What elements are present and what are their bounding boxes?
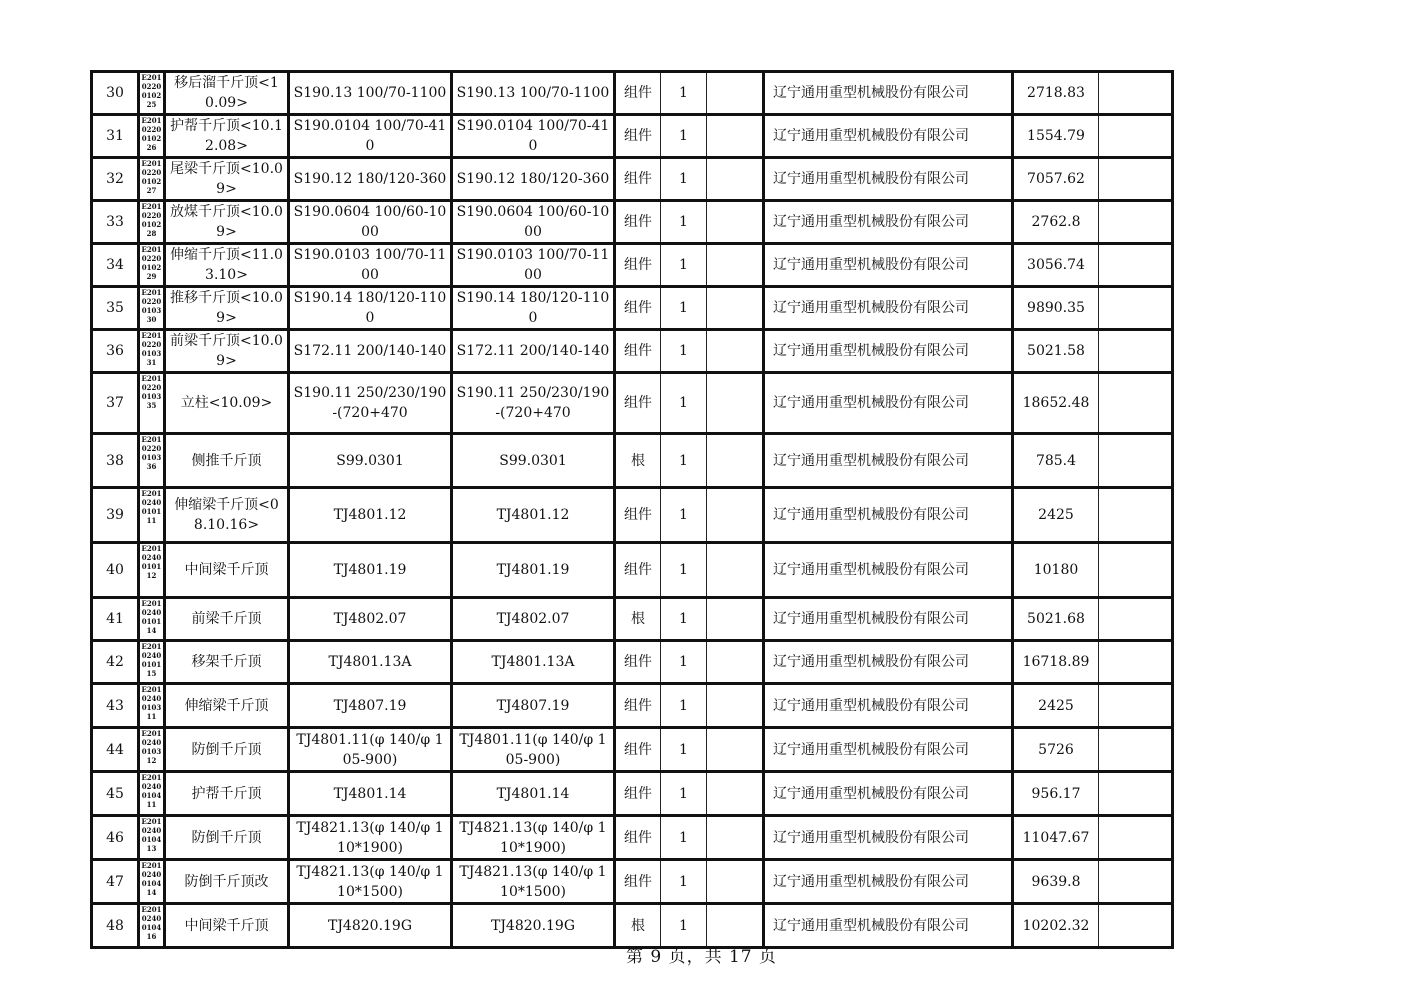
material-code-cell: E2010240010411 xyxy=(139,772,165,816)
row-number-cell: 34 xyxy=(92,244,139,287)
manufacturer-cell: 辽宁通用重型机械股份有限公司 xyxy=(764,434,1013,488)
part-name-cell: 推移千斤顶<10.09> xyxy=(165,287,289,330)
unit-price-cell: 5021.58 xyxy=(1013,330,1099,373)
table-row xyxy=(92,373,1173,434)
quantity-cell: 1 xyxy=(661,543,707,598)
row-number-cell: 48 xyxy=(92,904,139,948)
drawing-number-cell: TJ4801.13A xyxy=(452,641,615,684)
remark-cell xyxy=(1099,684,1173,728)
spec-model-cell: TJ4821.13(φ 140/φ 110*1900) xyxy=(289,816,452,860)
part-name-cell: 中间梁千斤顶 xyxy=(165,543,289,598)
material-code-cell: E2010220010331 xyxy=(139,330,165,373)
material-code-cell: E2010240010115 xyxy=(139,641,165,684)
quantity-cell: 1 xyxy=(661,904,707,948)
manufacturer-cell: 辽宁通用重型机械股份有限公司 xyxy=(764,201,1013,244)
remark-cell xyxy=(1099,543,1173,598)
material-code-cell: E2010240010312 xyxy=(139,728,165,772)
part-name-cell: 放煤千斤顶<10.09> xyxy=(165,201,289,244)
part-name-cell: 移后溜千斤顶<10.09> xyxy=(165,72,289,115)
drawing-number-cell: S190.0604 100/60-1000 xyxy=(452,201,615,244)
unit-price-cell: 3056.74 xyxy=(1013,244,1099,287)
spec-model-cell: TJ4820.19G xyxy=(289,904,452,948)
unit-price-cell: 5021.68 xyxy=(1013,598,1099,641)
row-number-cell: 44 xyxy=(92,728,139,772)
unit-cell: 组件 xyxy=(615,330,661,373)
row-number-cell: 46 xyxy=(92,816,139,860)
row-number-cell: 32 xyxy=(92,158,139,201)
unit-cell: 组件 xyxy=(615,543,661,598)
empty-cell-cell xyxy=(707,598,764,641)
row-number-cell: 35 xyxy=(92,287,139,330)
unit-cell: 组件 xyxy=(615,115,661,158)
manufacturer-cell: 辽宁通用重型机械股份有限公司 xyxy=(764,488,1013,543)
table-row xyxy=(92,728,1173,772)
unit-price-cell: 2425 xyxy=(1013,684,1099,728)
manufacturer-cell: 辽宁通用重型机械股份有限公司 xyxy=(764,244,1013,287)
spec-model-cell: TJ4801.14 xyxy=(289,772,452,816)
part-name-cell: 防倒千斤顶 xyxy=(165,816,289,860)
quantity-cell: 1 xyxy=(661,244,707,287)
unit-price-cell: 2718.83 xyxy=(1013,72,1099,115)
drawing-number-cell: S190.14 180/120-1100 xyxy=(452,287,615,330)
unit-cell: 组件 xyxy=(615,244,661,287)
spec-model-cell: TJ4801.13A xyxy=(289,641,452,684)
unit-price-cell: 2425 xyxy=(1013,488,1099,543)
manufacturer-cell: 辽宁通用重型机械股份有限公司 xyxy=(764,115,1013,158)
unit-cell: 根 xyxy=(615,904,661,948)
manufacturer-cell: 辽宁通用重型机械股份有限公司 xyxy=(764,543,1013,598)
quantity-cell: 1 xyxy=(661,728,707,772)
spec-model-cell: S190.0104 100/70-410 xyxy=(289,115,452,158)
spec-model-cell: TJ4807.19 xyxy=(289,684,452,728)
spec-model-cell: TJ4801.11(φ 140/φ 105-900) xyxy=(289,728,452,772)
quantity-cell: 1 xyxy=(661,598,707,641)
table-row xyxy=(92,684,1173,728)
material-code-cell: E2010220010330 xyxy=(139,287,165,330)
unit-cell: 组件 xyxy=(615,373,661,434)
row-number-cell: 33 xyxy=(92,201,139,244)
unit-cell: 组件 xyxy=(615,72,661,115)
spec-model-cell: TJ4821.13(φ 140/φ 110*1500) xyxy=(289,860,452,904)
unit-price-cell: 5726 xyxy=(1013,728,1099,772)
drawing-number-cell: S190.0103 100/70-1100 xyxy=(452,244,615,287)
remark-cell xyxy=(1099,287,1173,330)
table-row xyxy=(92,772,1173,816)
parts-table xyxy=(90,70,1174,949)
part-name-cell: 尾梁千斤顶<10.09> xyxy=(165,158,289,201)
part-name-cell: 前梁千斤顶 xyxy=(165,598,289,641)
remark-cell xyxy=(1099,860,1173,904)
material-code-cell: E2010220010335 xyxy=(139,373,165,434)
quantity-cell: 1 xyxy=(661,641,707,684)
table-row xyxy=(92,158,1173,201)
unit-cell: 根 xyxy=(615,598,661,641)
table-row xyxy=(92,330,1173,373)
manufacturer-cell: 辽宁通用重型机械股份有限公司 xyxy=(764,598,1013,641)
part-name-cell: 侧推千斤顶 xyxy=(165,434,289,488)
manufacturer-cell: 辽宁通用重型机械股份有限公司 xyxy=(764,860,1013,904)
material-code-cell: E2010240010413 xyxy=(139,816,165,860)
empty-cell-cell xyxy=(707,434,764,488)
row-number-cell: 38 xyxy=(92,434,139,488)
empty-cell-cell xyxy=(707,373,764,434)
row-number-cell: 43 xyxy=(92,684,139,728)
manufacturer-cell: 辽宁通用重型机械股份有限公司 xyxy=(764,287,1013,330)
row-number-cell: 36 xyxy=(92,330,139,373)
table-row xyxy=(92,904,1173,948)
remark-cell xyxy=(1099,330,1173,373)
table-row xyxy=(92,287,1173,330)
remark-cell xyxy=(1099,72,1173,115)
table-row xyxy=(92,543,1173,598)
unit-cell: 根 xyxy=(615,434,661,488)
drawing-number-cell: S99.0301 xyxy=(452,434,615,488)
unit-cell: 组件 xyxy=(615,860,661,904)
spec-model-cell: S190.11 250/230/190-(720+470 xyxy=(289,373,452,434)
empty-cell-cell xyxy=(707,158,764,201)
unit-cell: 组件 xyxy=(615,684,661,728)
unit-price-cell: 10180 xyxy=(1013,543,1099,598)
spec-model-cell: S190.12 180/120-360 xyxy=(289,158,452,201)
empty-cell-cell xyxy=(707,543,764,598)
table-row xyxy=(92,816,1173,860)
unit-cell: 组件 xyxy=(615,201,661,244)
material-code-cell: E2010240010112 xyxy=(139,543,165,598)
row-number-cell: 37 xyxy=(92,373,139,434)
part-name-cell: 前梁千斤顶<10.09> xyxy=(165,330,289,373)
part-name-cell: 伸缩千斤顶<11.03.10> xyxy=(165,244,289,287)
table-row xyxy=(92,488,1173,543)
quantity-cell: 1 xyxy=(661,72,707,115)
part-name-cell: 防倒千斤顶 xyxy=(165,728,289,772)
part-name-cell: 中间梁千斤顶 xyxy=(165,904,289,948)
material-code-cell: E2010220010226 xyxy=(139,115,165,158)
table-row xyxy=(92,598,1173,641)
spec-model-cell: S190.0604 100/60-1000 xyxy=(289,201,452,244)
drawing-number-cell: TJ4821.13(φ 140/φ 110*1500) xyxy=(452,860,615,904)
remark-cell xyxy=(1099,641,1173,684)
quantity-cell: 1 xyxy=(661,488,707,543)
quantity-cell: 1 xyxy=(661,772,707,816)
manufacturer-cell: 辽宁通用重型机械股份有限公司 xyxy=(764,373,1013,434)
remark-cell xyxy=(1099,115,1173,158)
quantity-cell: 1 xyxy=(661,201,707,244)
remark-cell xyxy=(1099,201,1173,244)
part-name-cell: 移架千斤顶 xyxy=(165,641,289,684)
quantity-cell: 1 xyxy=(661,287,707,330)
drawing-number-cell: TJ4802.07 xyxy=(452,598,615,641)
quantity-cell: 1 xyxy=(661,330,707,373)
unit-price-cell: 9639.8 xyxy=(1013,860,1099,904)
material-code-cell: E2010220010225 xyxy=(139,72,165,115)
drawing-number-cell: S190.11 250/230/190-(720+470 xyxy=(452,373,615,434)
unit-price-cell: 2762.8 xyxy=(1013,201,1099,244)
material-code-cell: E2010220010336 xyxy=(139,434,165,488)
remark-cell xyxy=(1099,816,1173,860)
drawing-number-cell: S190.0104 100/70-410 xyxy=(452,115,615,158)
remark-cell xyxy=(1099,488,1173,543)
unit-price-cell: 9890.35 xyxy=(1013,287,1099,330)
drawing-number-cell: TJ4807.19 xyxy=(452,684,615,728)
row-number-cell: 30 xyxy=(92,72,139,115)
unit-cell: 组件 xyxy=(615,287,661,330)
drawing-number-cell: TJ4821.13(φ 140/φ 110*1900) xyxy=(452,816,615,860)
row-number-cell: 40 xyxy=(92,543,139,598)
unit-price-cell: 10202.32 xyxy=(1013,904,1099,948)
spec-model-cell: S99.0301 xyxy=(289,434,452,488)
material-code-cell: E2010240010414 xyxy=(139,860,165,904)
spec-model-cell: TJ4801.12 xyxy=(289,488,452,543)
unit-price-cell: 1554.79 xyxy=(1013,115,1099,158)
table-row xyxy=(92,860,1173,904)
material-code-cell: E2010220010228 xyxy=(139,201,165,244)
empty-cell-cell xyxy=(707,72,764,115)
empty-cell-cell xyxy=(707,115,764,158)
empty-cell-cell xyxy=(707,904,764,948)
row-number-cell: 47 xyxy=(92,860,139,904)
empty-cell-cell xyxy=(707,641,764,684)
spec-model-cell: TJ4802.07 xyxy=(289,598,452,641)
unit-cell: 组件 xyxy=(615,772,661,816)
unit-price-cell: 18652.48 xyxy=(1013,373,1099,434)
material-code-cell: E2010240010416 xyxy=(139,904,165,948)
manufacturer-cell: 辽宁通用重型机械股份有限公司 xyxy=(764,728,1013,772)
drawing-number-cell: S172.11 200/140-140 xyxy=(452,330,615,373)
drawing-number-cell: TJ4801.11(φ 140/φ 105-900) xyxy=(452,728,615,772)
quantity-cell: 1 xyxy=(661,684,707,728)
unit-cell: 组件 xyxy=(615,728,661,772)
quantity-cell: 1 xyxy=(661,816,707,860)
empty-cell-cell xyxy=(707,287,764,330)
row-number-cell: 31 xyxy=(92,115,139,158)
part-name-cell: 防倒千斤顶改 xyxy=(165,860,289,904)
empty-cell-cell xyxy=(707,816,764,860)
drawing-number-cell: TJ4801.12 xyxy=(452,488,615,543)
unit-cell: 组件 xyxy=(615,641,661,684)
manufacturer-cell: 辽宁通用重型机械股份有限公司 xyxy=(764,72,1013,115)
material-code-cell: E2010240010311 xyxy=(139,684,165,728)
spec-model-cell: S190.13 100/70-1100 xyxy=(289,72,452,115)
table-row xyxy=(92,72,1173,115)
remark-cell xyxy=(1099,434,1173,488)
empty-cell-cell xyxy=(707,330,764,373)
drawing-number-cell: S190.13 100/70-1100 xyxy=(452,72,615,115)
spec-model-cell: S190.0103 100/70-1100 xyxy=(289,244,452,287)
drawing-number-cell: TJ4801.14 xyxy=(452,772,615,816)
manufacturer-cell: 辽宁通用重型机械股份有限公司 xyxy=(764,772,1013,816)
manufacturer-cell: 辽宁通用重型机械股份有限公司 xyxy=(764,330,1013,373)
table-row xyxy=(92,244,1173,287)
material-code-cell: E2010240010111 xyxy=(139,488,165,543)
part-name-cell: 护帮千斤顶<10.12.08> xyxy=(165,115,289,158)
material-code-cell: E2010220010229 xyxy=(139,244,165,287)
remark-cell xyxy=(1099,772,1173,816)
remark-cell xyxy=(1099,728,1173,772)
quantity-cell: 1 xyxy=(661,115,707,158)
remark-cell xyxy=(1099,158,1173,201)
unit-price-cell: 7057.62 xyxy=(1013,158,1099,201)
page-footer: 第 9 页，共 17 页 xyxy=(625,947,778,967)
quantity-cell: 1 xyxy=(661,860,707,904)
empty-cell-cell xyxy=(707,860,764,904)
table-row xyxy=(92,201,1173,244)
part-name-cell: 伸缩梁千斤顶 xyxy=(165,684,289,728)
spec-model-cell: S172.11 200/140-140 xyxy=(289,330,452,373)
drawing-number-cell: TJ4801.19 xyxy=(452,543,615,598)
empty-cell-cell xyxy=(707,244,764,287)
remark-cell xyxy=(1099,598,1173,641)
unit-cell: 组件 xyxy=(615,488,661,543)
row-number-cell: 45 xyxy=(92,772,139,816)
unit-price-cell: 11047.67 xyxy=(1013,816,1099,860)
table-row xyxy=(92,434,1173,488)
empty-cell-cell xyxy=(707,201,764,244)
drawing-number-cell: TJ4820.19G xyxy=(452,904,615,948)
part-name-cell: 护帮千斤顶 xyxy=(165,772,289,816)
manufacturer-cell: 辽宁通用重型机械股份有限公司 xyxy=(764,816,1013,860)
manufacturer-cell: 辽宁通用重型机械股份有限公司 xyxy=(764,904,1013,948)
unit-price-cell: 785.4 xyxy=(1013,434,1099,488)
unit-cell: 组件 xyxy=(615,158,661,201)
material-code-cell: E2010220010227 xyxy=(139,158,165,201)
empty-cell-cell xyxy=(707,684,764,728)
spec-model-cell: S190.14 180/120-1100 xyxy=(289,287,452,330)
row-number-cell: 42 xyxy=(92,641,139,684)
row-number-cell: 41 xyxy=(92,598,139,641)
drawing-number-cell: S190.12 180/120-360 xyxy=(452,158,615,201)
material-code-cell: E2010240010114 xyxy=(139,598,165,641)
table-body xyxy=(92,72,1173,948)
manufacturer-cell: 辽宁通用重型机械股份有限公司 xyxy=(764,684,1013,728)
empty-cell-cell xyxy=(707,488,764,543)
table-row xyxy=(92,641,1173,684)
remark-cell xyxy=(1099,244,1173,287)
unit-cell: 组件 xyxy=(615,816,661,860)
manufacturer-cell: 辽宁通用重型机械股份有限公司 xyxy=(764,158,1013,201)
remark-cell xyxy=(1099,904,1173,948)
part-name-cell: 立柱<10.09> xyxy=(165,373,289,434)
row-number-cell: 39 xyxy=(92,488,139,543)
quantity-cell: 1 xyxy=(661,434,707,488)
spec-model-cell: TJ4801.19 xyxy=(289,543,452,598)
quantity-cell: 1 xyxy=(661,373,707,434)
empty-cell-cell xyxy=(707,772,764,816)
manufacturer-cell: 辽宁通用重型机械股份有限公司 xyxy=(764,641,1013,684)
remark-cell xyxy=(1099,373,1173,434)
unit-price-cell: 16718.89 xyxy=(1013,641,1099,684)
empty-cell-cell xyxy=(707,728,764,772)
quantity-cell: 1 xyxy=(661,158,707,201)
table-row xyxy=(92,115,1173,158)
unit-price-cell: 956.17 xyxy=(1013,772,1099,816)
part-name-cell: 伸缩梁千斤顶<08.10.16> xyxy=(165,488,289,543)
